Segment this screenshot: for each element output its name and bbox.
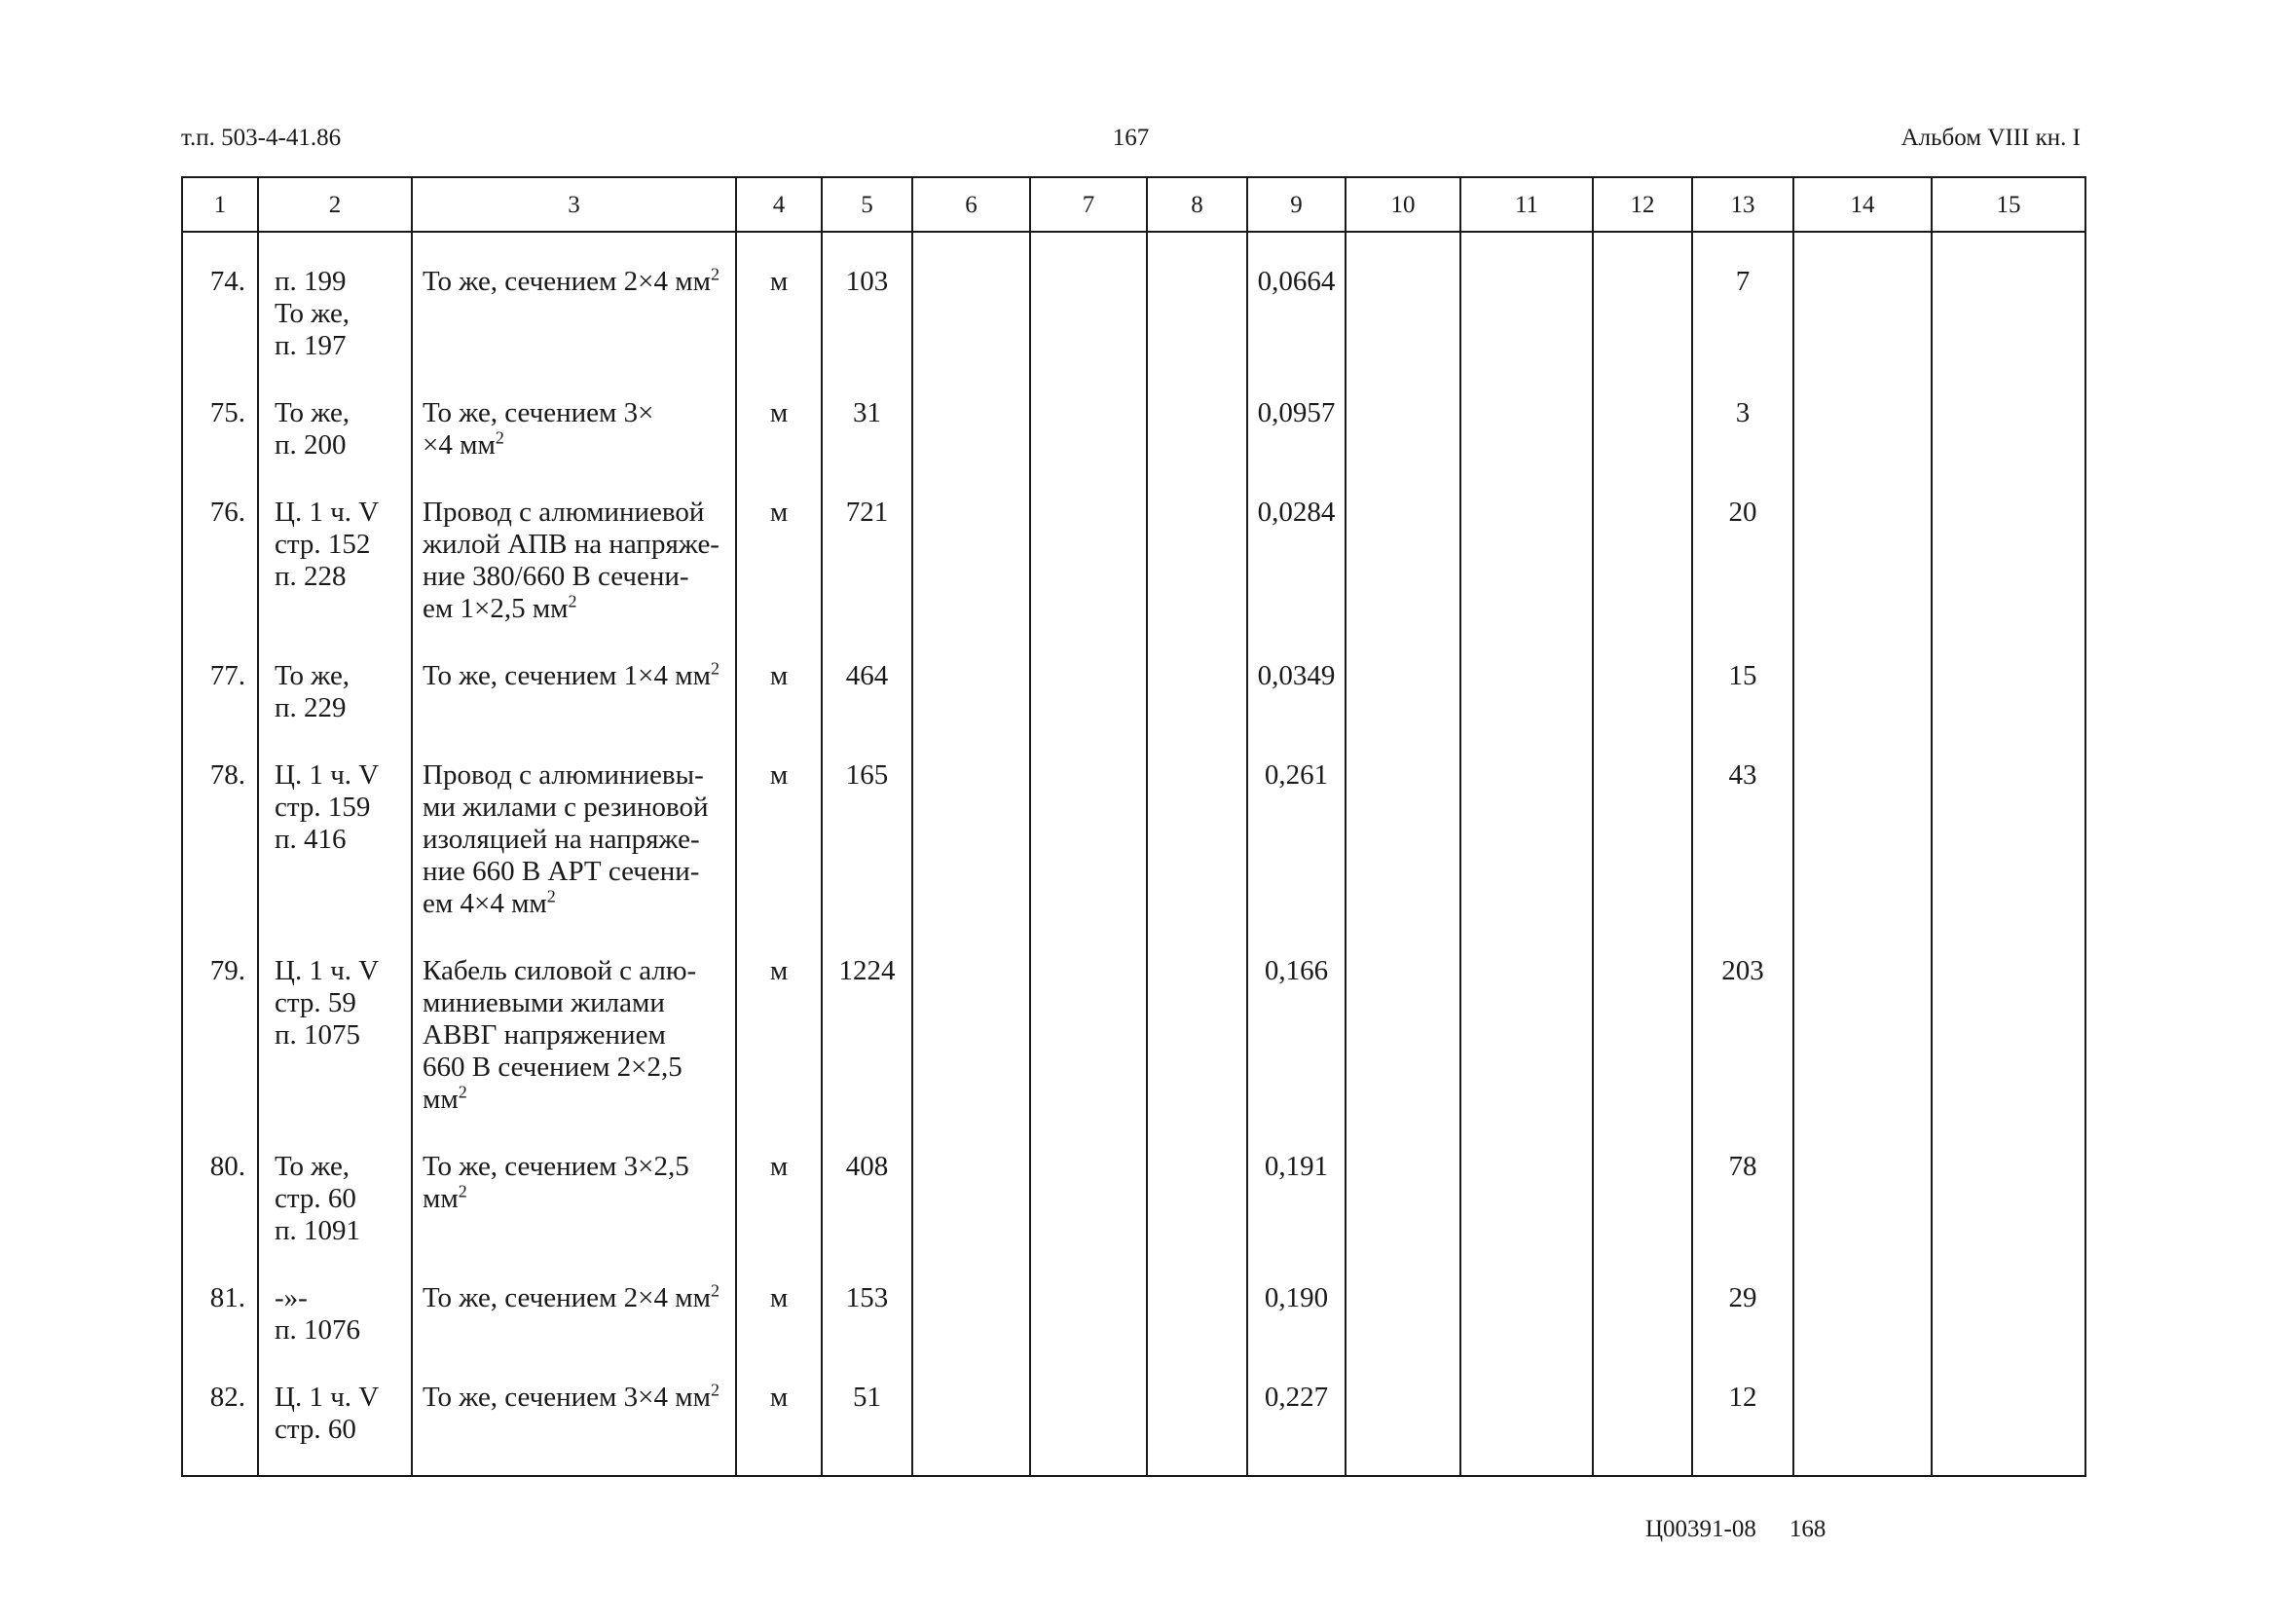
empty-cell — [1593, 1382, 1692, 1476]
empty-cell — [1030, 955, 1147, 1151]
item-name — [412, 955, 736, 1151]
row-number: 74. — [182, 232, 258, 397]
empty-cell — [1593, 1151, 1692, 1282]
quantity: 464 — [822, 660, 912, 759]
empty-cell — [1147, 397, 1247, 497]
quantity: 103 — [822, 232, 912, 397]
superscript: 2 — [710, 1280, 719, 1301]
unit-mass: 0,191 — [1247, 1151, 1346, 1282]
item-name-text: Провод с алюминиевой жилой АПВ на напряже- ние 380/660 В сечени- ем 1×2,5 мм — [423, 497, 719, 624]
column-header: 6 — [912, 177, 1030, 232]
empty-cell — [1593, 497, 1692, 660]
column-header: 3 — [412, 177, 736, 232]
unit: м — [736, 660, 822, 759]
empty-cell — [1932, 1382, 2085, 1476]
unit-mass: 0,0664 — [1247, 232, 1346, 397]
empty-cell — [912, 955, 1030, 1151]
item-name — [412, 497, 736, 660]
column-header: 2 — [258, 177, 412, 232]
row-number: 77. — [182, 660, 258, 759]
specification-table — [181, 176, 2086, 1477]
item-name-text: То же, сечением 2×4 мм — [423, 1282, 711, 1313]
row-number: 80. — [182, 1151, 258, 1282]
empty-cell — [1346, 759, 1460, 955]
price-reference: То же, п. 200 — [258, 397, 412, 497]
superscript: 2 — [546, 886, 556, 906]
empty-cell — [1460, 397, 1593, 497]
empty-cell — [1346, 1151, 1460, 1282]
empty-cell — [1147, 497, 1247, 660]
empty-cell — [912, 1382, 1030, 1476]
total-mass: 7 — [1692, 232, 1793, 397]
superscript: 2 — [710, 264, 719, 284]
item-name-text: То же, сечением 3×2,5 мм — [423, 1151, 689, 1214]
empty-cell — [1793, 497, 1932, 660]
empty-cell — [1147, 660, 1247, 759]
empty-cell — [1932, 397, 2085, 497]
quantity: 721 — [822, 497, 912, 660]
empty-cell — [1030, 1282, 1147, 1382]
table-row — [182, 1151, 2085, 1282]
item-name-text: То же, сечением 3× ×4 мм — [423, 397, 654, 461]
empty-cell — [1932, 1282, 2085, 1382]
price-reference: То же, стр. 60 п. 1091 — [258, 1151, 412, 1282]
superscript: 2 — [710, 658, 719, 679]
column-header: 4 — [736, 177, 822, 232]
empty-cell — [1932, 232, 2085, 397]
empty-cell — [1030, 759, 1147, 955]
column-header: 1 — [182, 177, 258, 232]
empty-cell — [1593, 1282, 1692, 1382]
table-row — [182, 955, 2085, 1151]
column-header: 15 — [1932, 177, 2085, 232]
empty-cell — [1030, 497, 1147, 660]
total-mass: 12 — [1692, 1382, 1793, 1476]
page-header — [181, 125, 2081, 164]
unit: м — [736, 1382, 822, 1476]
row-number: 78. — [182, 759, 258, 955]
unit: м — [736, 232, 822, 397]
unit-mass: 0,0349 — [1247, 660, 1346, 759]
empty-cell — [1460, 955, 1593, 1151]
superscript: 2 — [568, 591, 577, 611]
unit: м — [736, 1282, 822, 1382]
item-name-text: То же, сечением 1×4 мм — [423, 660, 711, 691]
empty-cell — [1460, 1151, 1593, 1282]
empty-cell — [1932, 955, 2085, 1151]
price-reference: Ц. 1 ч. V стр. 59 п. 1075 — [258, 955, 412, 1151]
row-number: 82. — [182, 1382, 258, 1476]
empty-cell — [1932, 1151, 2085, 1282]
empty-cell — [1030, 232, 1147, 397]
price-reference: Ц. 1 ч. V стр. 60 — [258, 1382, 412, 1476]
empty-cell — [1793, 232, 1932, 397]
empty-cell — [912, 759, 1030, 955]
empty-cell — [1593, 955, 1692, 1151]
empty-cell — [1932, 497, 2085, 660]
column-numbers-row — [182, 177, 2085, 232]
table-row — [182, 497, 2085, 660]
empty-cell — [1460, 497, 1593, 660]
total-mass: 43 — [1692, 759, 1793, 955]
empty-cell — [1147, 1382, 1247, 1476]
table-row — [182, 759, 2085, 955]
footer-page: 168 — [1789, 1516, 1826, 1542]
unit: м — [736, 1151, 822, 1282]
row-number: 79. — [182, 955, 258, 1151]
empty-cell — [1593, 759, 1692, 955]
superscript: 2 — [458, 1082, 467, 1102]
empty-cell — [1793, 1382, 1932, 1476]
page-number: 167 — [1112, 125, 1150, 151]
column-header: 8 — [1147, 177, 1247, 232]
item-name — [412, 1282, 736, 1382]
empty-cell — [1346, 397, 1460, 497]
superscript: 2 — [495, 427, 504, 448]
total-mass: 3 — [1692, 397, 1793, 497]
footer-code: Ц00391-08 — [1645, 1516, 1756, 1542]
item-name — [412, 397, 736, 497]
unit-mass: 0,261 — [1247, 759, 1346, 955]
column-header: 11 — [1460, 177, 1593, 232]
unit: м — [736, 497, 822, 660]
total-mass: 20 — [1692, 497, 1793, 660]
item-name — [412, 232, 736, 397]
price-reference: п. 199 То же, п. 197 — [258, 232, 412, 397]
price-reference: То же, п. 229 — [258, 660, 412, 759]
unit-mass: 0,227 — [1247, 1382, 1346, 1476]
empty-cell — [1030, 660, 1147, 759]
empty-cell — [1030, 1382, 1147, 1476]
item-name-text: То же, сечением 2×4 мм — [423, 266, 711, 297]
quantity: 31 — [822, 397, 912, 497]
album-label: Альбом VIII кн. I — [1900, 125, 2081, 151]
quantity: 165 — [822, 759, 912, 955]
document-code: т.п. 503-4-41.86 — [181, 125, 342, 151]
total-mass: 29 — [1692, 1282, 1793, 1382]
empty-cell — [1460, 1282, 1593, 1382]
empty-cell — [1346, 955, 1460, 1151]
unit: м — [736, 397, 822, 497]
item-name — [412, 660, 736, 759]
column-header: 5 — [822, 177, 912, 232]
empty-cell — [1460, 660, 1593, 759]
empty-cell — [912, 497, 1030, 660]
unit: м — [736, 955, 822, 1151]
empty-cell — [1147, 759, 1247, 955]
unit: м — [736, 759, 822, 955]
empty-cell — [912, 232, 1030, 397]
item-name — [412, 1151, 736, 1282]
superscript: 2 — [710, 1380, 719, 1400]
empty-cell — [1346, 232, 1460, 397]
table-row — [182, 397, 2085, 497]
page-footer — [1645, 1516, 1859, 1543]
unit-mass: 0,190 — [1247, 1282, 1346, 1382]
empty-cell — [1346, 1282, 1460, 1382]
item-name — [412, 1382, 736, 1476]
empty-cell — [1793, 660, 1932, 759]
empty-cell — [912, 660, 1030, 759]
empty-cell — [1147, 232, 1247, 397]
empty-cell — [912, 1282, 1030, 1382]
empty-cell — [1346, 660, 1460, 759]
empty-cell — [912, 1151, 1030, 1282]
empty-cell — [1346, 1382, 1460, 1476]
column-header: 9 — [1247, 177, 1346, 232]
quantity: 1224 — [822, 955, 912, 1151]
empty-cell — [1593, 660, 1692, 759]
total-mass: 78 — [1692, 1151, 1793, 1282]
empty-cell — [1460, 759, 1593, 955]
empty-cell — [1793, 397, 1932, 497]
empty-cell — [1593, 397, 1692, 497]
empty-cell — [1346, 497, 1460, 660]
column-header: 7 — [1030, 177, 1147, 232]
quantity: 51 — [822, 1382, 912, 1476]
empty-cell — [1030, 397, 1147, 497]
empty-cell — [1460, 1382, 1593, 1476]
price-reference: -»- п. 1076 — [258, 1282, 412, 1382]
table-row — [182, 1382, 2085, 1476]
row-number: 81. — [182, 1282, 258, 1382]
total-mass: 15 — [1692, 660, 1793, 759]
column-header: 13 — [1692, 177, 1793, 232]
superscript: 2 — [458, 1181, 467, 1201]
empty-cell — [1460, 232, 1593, 397]
row-number: 75. — [182, 397, 258, 497]
unit-mass: 0,0284 — [1247, 497, 1346, 660]
empty-cell — [1793, 759, 1932, 955]
unit-mass: 0,0957 — [1247, 397, 1346, 497]
unit-mass: 0,166 — [1247, 955, 1346, 1151]
quantity: 153 — [822, 1282, 912, 1382]
empty-cell — [1932, 759, 2085, 955]
table-row — [182, 232, 2085, 397]
empty-cell — [1147, 1282, 1247, 1382]
price-reference: Ц. 1 ч. V стр. 152 п. 228 — [258, 497, 412, 660]
empty-cell — [1793, 955, 1932, 1151]
column-header: 12 — [1593, 177, 1692, 232]
item-name-text: Провод с алюминиевы- ми жилами с резиновой изоляцией на напряже- ние 660 В АРТ сечени- ем 4×4 мм — [423, 759, 709, 919]
empty-cell — [1593, 232, 1692, 397]
total-mass: 203 — [1692, 955, 1793, 1151]
empty-cell — [1147, 955, 1247, 1151]
item-name — [412, 759, 736, 955]
column-header: 10 — [1346, 177, 1460, 232]
table-row — [182, 1282, 2085, 1382]
item-name-text: Кабель силовой с алю- миниевыми жилами АВВГ напряжением 660 В сечением 2×2,5 мм — [423, 955, 697, 1115]
row-number: 76. — [182, 497, 258, 660]
column-header: 14 — [1793, 177, 1932, 232]
quantity: 408 — [822, 1151, 912, 1282]
item-name-text: То же, сечением 3×4 мм — [423, 1382, 711, 1413]
empty-cell — [912, 397, 1030, 497]
empty-cell — [1793, 1151, 1932, 1282]
table-row — [182, 660, 2085, 759]
empty-cell — [1147, 1151, 1247, 1282]
empty-cell — [1793, 1282, 1932, 1382]
empty-cell — [1932, 660, 2085, 759]
empty-cell — [1030, 1151, 1147, 1282]
price-reference: Ц. 1 ч. V стр. 159 п. 416 — [258, 759, 412, 955]
